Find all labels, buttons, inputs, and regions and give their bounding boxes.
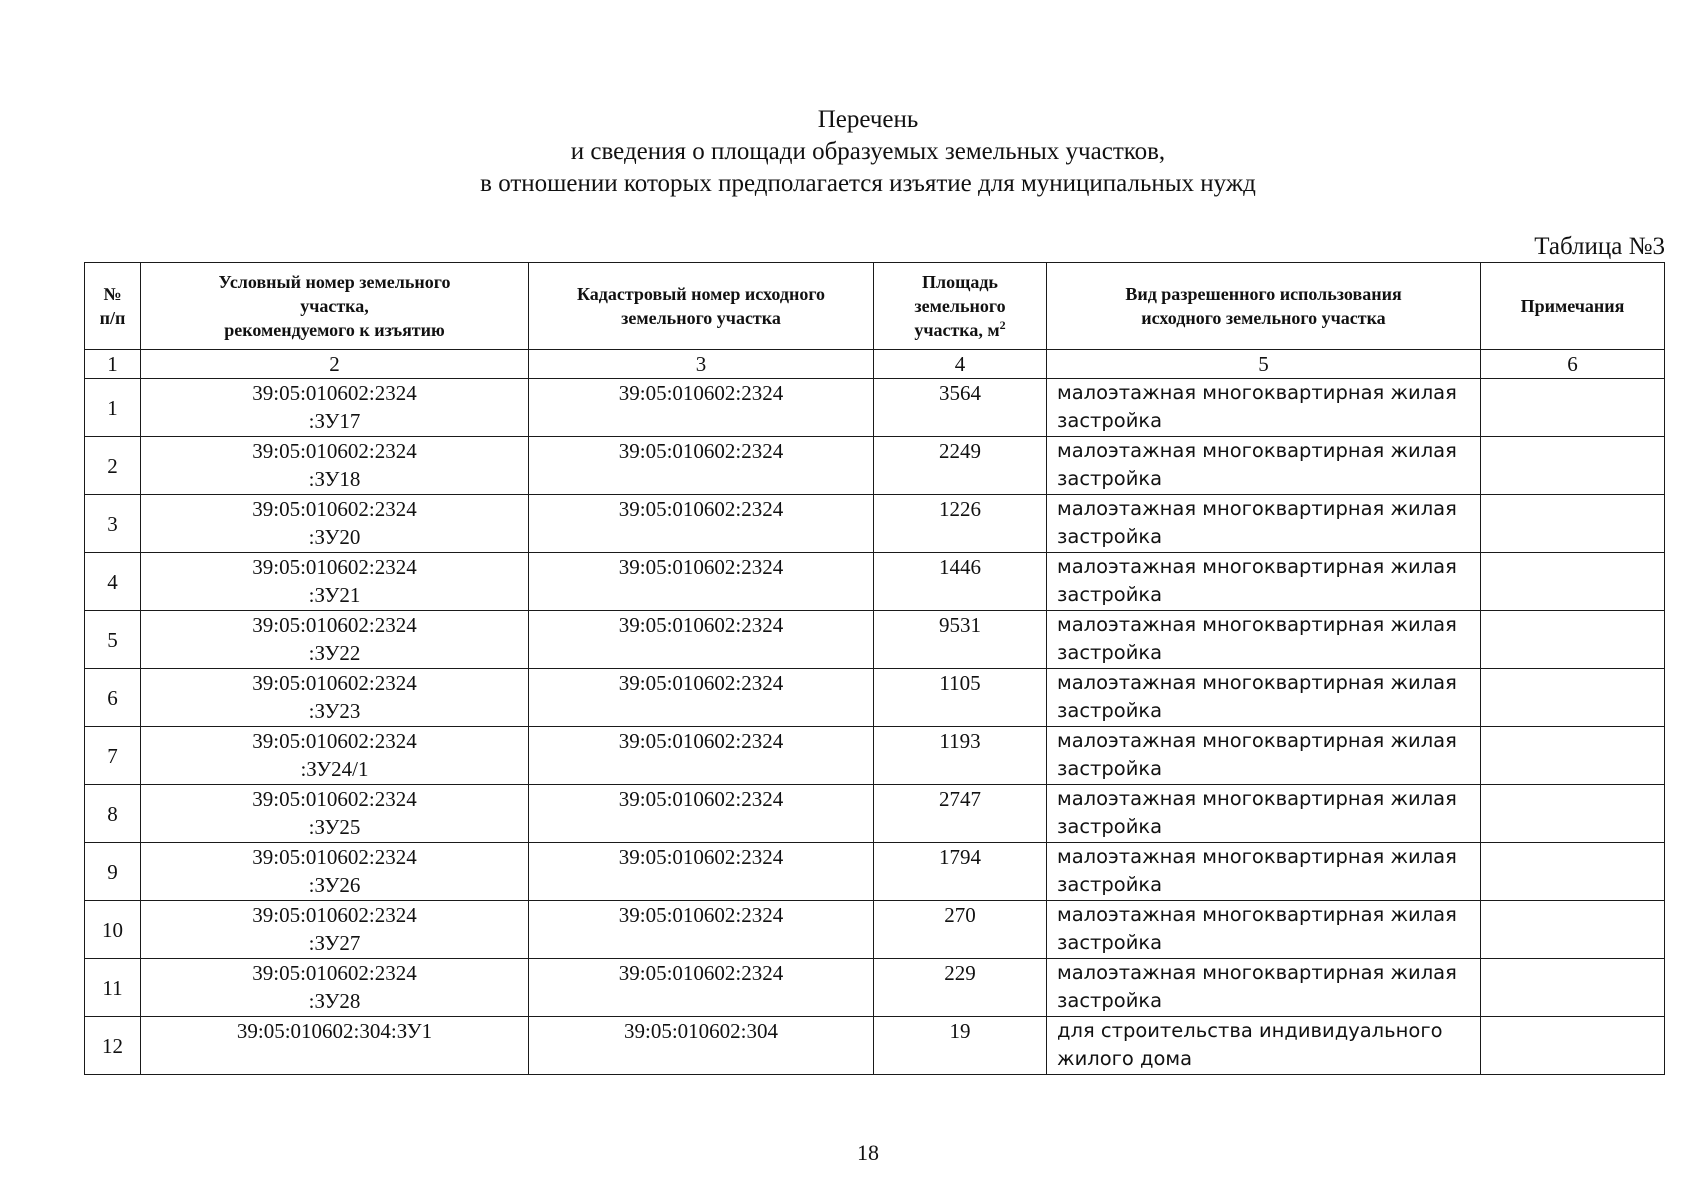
header-text: участка, м bbox=[914, 320, 1000, 340]
permitted-use-line: малоэтажная многоквартирная жилая bbox=[1057, 903, 1457, 926]
permitted-use-line: застройка bbox=[1057, 641, 1163, 664]
title-line-1: Перечень bbox=[817, 106, 919, 133]
table-row bbox=[85, 379, 1665, 437]
permitted-use-cell bbox=[1047, 495, 1481, 553]
conditional-number-cell bbox=[141, 901, 529, 959]
conditional-number-line: 39:05:010602:2324 bbox=[252, 787, 417, 811]
permitted-use-cell bbox=[1047, 1017, 1481, 1075]
row-number: 12 bbox=[85, 1017, 141, 1075]
permitted-use-line: малоэтажная многоквартирная жилая bbox=[1057, 845, 1457, 868]
column-number: 2 bbox=[141, 350, 529, 379]
permitted-use-line: жилого дома bbox=[1057, 1047, 1193, 1070]
conditional-number-line: 39:05:010602:2324 bbox=[252, 729, 417, 753]
table-row bbox=[85, 669, 1665, 727]
permitted-use-line: малоэтажная многоквартирная жилая bbox=[1057, 787, 1457, 810]
column-number: 5 bbox=[1047, 350, 1481, 379]
conditional-number-line: :ЗУ26 bbox=[308, 873, 361, 897]
row-number: 10 bbox=[85, 901, 141, 959]
permitted-use-line: застройка bbox=[1057, 989, 1163, 1012]
header-text: земельного bbox=[914, 296, 1006, 316]
cadastral-number-cell: 39:05:010602:2324 bbox=[529, 901, 874, 959]
header-area bbox=[874, 263, 1047, 350]
permitted-use-line: застройка bbox=[1057, 757, 1163, 780]
area-cell: 9531 bbox=[874, 611, 1047, 669]
cadastral-number-cell: 39:05:010602:2324 bbox=[529, 959, 874, 1017]
permitted-use-cell bbox=[1047, 727, 1481, 785]
table-row bbox=[85, 1017, 1665, 1075]
title-line-2: и сведения о площади образуемых земельных участков, bbox=[570, 138, 1166, 165]
area-cell: 1794 bbox=[874, 843, 1047, 901]
conditional-number-line: :ЗУ24/1 bbox=[300, 757, 369, 781]
area-cell: 1226 bbox=[874, 495, 1047, 553]
permitted-use-cell bbox=[1047, 669, 1481, 727]
notes-cell bbox=[1481, 553, 1665, 611]
permitted-use-cell bbox=[1047, 379, 1481, 437]
conditional-number-line: :ЗУ17 bbox=[308, 409, 361, 433]
area-cell: 229 bbox=[874, 959, 1047, 1017]
row-number: 3 bbox=[85, 495, 141, 553]
header-text: исходного земельного участка bbox=[1141, 308, 1386, 328]
notes-cell bbox=[1481, 785, 1665, 843]
header-text: Кадастровый номер исходного bbox=[576, 284, 826, 304]
permitted-use-cell bbox=[1047, 553, 1481, 611]
conditional-number-cell bbox=[141, 437, 529, 495]
table-row bbox=[85, 611, 1665, 669]
header-text: земельного участка bbox=[621, 308, 781, 328]
permitted-use-cell bbox=[1047, 785, 1481, 843]
permitted-use-line: малоэтажная многоквартирная жилая bbox=[1057, 729, 1457, 752]
area-cell: 19 bbox=[874, 1017, 1047, 1075]
header-text: Площадь bbox=[922, 272, 998, 292]
permitted-use-line: малоэтажная многоквартирная жилая bbox=[1057, 555, 1457, 578]
permitted-use-line: для строительства индивидуального bbox=[1057, 1019, 1443, 1042]
notes-cell bbox=[1481, 495, 1665, 553]
cadastral-number-cell: 39:05:010602:2324 bbox=[529, 495, 874, 553]
column-number: 1 bbox=[85, 350, 141, 379]
notes-cell bbox=[1481, 669, 1665, 727]
row-number: 2 bbox=[85, 437, 141, 495]
table-row bbox=[85, 553, 1665, 611]
header-text: № bbox=[103, 284, 122, 304]
header-notes bbox=[1481, 263, 1665, 350]
permitted-use-line: застройка bbox=[1057, 931, 1163, 954]
table-row bbox=[85, 785, 1665, 843]
cadastral-number-cell: 39:05:010602:2324 bbox=[529, 553, 874, 611]
permitted-use-line: застройка bbox=[1057, 409, 1163, 432]
header-row-number bbox=[85, 263, 141, 350]
conditional-number-cell bbox=[141, 959, 529, 1017]
conditional-number-line: 39:05:010602:2324 bbox=[252, 439, 417, 463]
permitted-use-line: застройка bbox=[1057, 583, 1163, 606]
permitted-use-line: застройка bbox=[1057, 815, 1163, 838]
cadastral-number-cell: 39:05:010602:2324 bbox=[529, 611, 874, 669]
row-number: 8 bbox=[85, 785, 141, 843]
permitted-use-line: малоэтажная многоквартирная жилая bbox=[1057, 497, 1457, 520]
area-cell: 3564 bbox=[874, 379, 1047, 437]
permitted-use-line: застройка bbox=[1057, 525, 1163, 548]
conditional-number-line: :ЗУ28 bbox=[308, 989, 361, 1013]
notes-cell bbox=[1481, 379, 1665, 437]
permitted-use-line: малоэтажная многоквартирная жилая bbox=[1057, 381, 1457, 404]
header-cadastral-number bbox=[529, 263, 874, 350]
conditional-number-line: :ЗУ22 bbox=[308, 641, 361, 665]
permitted-use-line: застройка bbox=[1057, 873, 1163, 896]
area-cell: 1446 bbox=[874, 553, 1047, 611]
area-cell: 1193 bbox=[874, 727, 1047, 785]
conditional-number-cell bbox=[141, 495, 529, 553]
title-line-3: в отношении которых предполагается изъятие для муниципальных нужд bbox=[480, 170, 1256, 197]
permitted-use-line: застройка bbox=[1057, 467, 1163, 490]
conditional-number-cell bbox=[141, 785, 529, 843]
conditional-number-line: :ЗУ21 bbox=[308, 583, 361, 607]
cadastral-number-cell: 39:05:010602:2324 bbox=[529, 437, 874, 495]
header-text: п/п bbox=[99, 308, 126, 328]
conditional-number-cell bbox=[141, 553, 529, 611]
conditional-number-line: 39:05:010602:2324 bbox=[252, 381, 417, 405]
notes-cell bbox=[1481, 959, 1665, 1017]
notes-cell bbox=[1481, 1017, 1665, 1075]
conditional-number-line: 39:05:010602:2324 bbox=[252, 845, 417, 869]
conditional-number-line: :ЗУ27 bbox=[308, 931, 361, 955]
area-cell: 1105 bbox=[874, 669, 1047, 727]
page-number: 18 bbox=[857, 1140, 879, 1165]
permitted-use-cell bbox=[1047, 843, 1481, 901]
document-title bbox=[0, 104, 1698, 200]
row-number: 7 bbox=[85, 727, 141, 785]
header-text: Вид разрешенного использования bbox=[1125, 284, 1402, 304]
table-header-row bbox=[85, 263, 1665, 350]
conditional-number-line: 39:05:010602:2324 bbox=[252, 613, 417, 637]
permitted-use-line: малоэтажная многоквартирная жилая bbox=[1057, 613, 1457, 636]
conditional-number-line: 39:05:010602:2324 bbox=[252, 555, 417, 579]
table-row bbox=[85, 843, 1665, 901]
permitted-use-line: малоэтажная многоквартирная жилая bbox=[1057, 671, 1457, 694]
header-text-unit bbox=[874, 318, 1046, 342]
header-text: Примечания bbox=[1520, 296, 1625, 316]
conditional-number-line: 39:05:010602:2324 bbox=[252, 961, 417, 985]
permitted-use-cell bbox=[1047, 437, 1481, 495]
area-cell: 2747 bbox=[874, 785, 1047, 843]
conditional-number-cell bbox=[141, 727, 529, 785]
table-row bbox=[85, 727, 1665, 785]
permitted-use-line: малоэтажная многоквартирная жилая bbox=[1057, 961, 1457, 984]
column-number: 6 bbox=[1481, 350, 1665, 379]
conditional-number-line: :ЗУ25 bbox=[308, 815, 361, 839]
conditional-number-cell bbox=[141, 843, 529, 901]
conditional-number-cell bbox=[141, 611, 529, 669]
permitted-use-cell bbox=[1047, 959, 1481, 1017]
permitted-use-cell bbox=[1047, 611, 1481, 669]
header-text: рекомендуемого к изъятию bbox=[224, 320, 445, 340]
cadastral-number-cell: 39:05:010602:304 bbox=[529, 1017, 874, 1075]
area-cell: 2249 bbox=[874, 437, 1047, 495]
table-row bbox=[85, 437, 1665, 495]
conditional-number-line: 39:05:010602:2324 bbox=[252, 497, 417, 521]
table-row bbox=[85, 901, 1665, 959]
conditional-number-line: :ЗУ20 bbox=[308, 525, 361, 549]
table-row bbox=[85, 959, 1665, 1017]
conditional-number-line: 39:05:010602:2324 bbox=[252, 903, 417, 927]
table-caption: Таблица №3 bbox=[1534, 233, 1665, 260]
permitted-use-cell bbox=[1047, 901, 1481, 959]
land-plots-table bbox=[84, 262, 1665, 1075]
permitted-use-line: застройка bbox=[1057, 699, 1163, 722]
notes-cell bbox=[1481, 611, 1665, 669]
cadastral-number-cell: 39:05:010602:2324 bbox=[529, 727, 874, 785]
conditional-number-cell bbox=[141, 669, 529, 727]
conditional-number-line: :ЗУ23 bbox=[308, 699, 361, 723]
notes-cell bbox=[1481, 437, 1665, 495]
column-number: 4 bbox=[874, 350, 1047, 379]
row-number: 5 bbox=[85, 611, 141, 669]
row-number: 11 bbox=[85, 959, 141, 1017]
permitted-use-line: малоэтажная многоквартирная жилая bbox=[1057, 439, 1457, 462]
header-conditional-number bbox=[141, 263, 529, 350]
column-number: 3 bbox=[529, 350, 874, 379]
notes-cell bbox=[1481, 727, 1665, 785]
column-numbers-row bbox=[85, 350, 1665, 379]
notes-cell bbox=[1481, 843, 1665, 901]
row-number: 1 bbox=[85, 379, 141, 437]
table-row bbox=[85, 495, 1665, 553]
header-text: Условный номер земельного bbox=[218, 272, 451, 292]
row-number: 9 bbox=[85, 843, 141, 901]
row-number: 4 bbox=[85, 553, 141, 611]
area-cell: 270 bbox=[874, 901, 1047, 959]
header-superscript: 2 bbox=[999, 318, 1006, 332]
notes-cell bbox=[1481, 901, 1665, 959]
conditional-number-cell bbox=[141, 1017, 529, 1075]
cadastral-number-cell: 39:05:010602:2324 bbox=[529, 843, 874, 901]
conditional-number-line: :ЗУ18 bbox=[308, 467, 361, 491]
conditional-number-line: 39:05:010602:2324 bbox=[252, 671, 417, 695]
row-number: 6 bbox=[85, 669, 141, 727]
cadastral-number-cell: 39:05:010602:2324 bbox=[529, 669, 874, 727]
header-text: участка, bbox=[300, 296, 369, 316]
header-permitted-use bbox=[1047, 263, 1481, 350]
conditional-number-line: 39:05:010602:304:ЗУ1 bbox=[236, 1019, 433, 1043]
cadastral-number-cell: 39:05:010602:2324 bbox=[529, 785, 874, 843]
conditional-number-cell bbox=[141, 379, 529, 437]
cadastral-number-cell: 39:05:010602:2324 bbox=[529, 379, 874, 437]
